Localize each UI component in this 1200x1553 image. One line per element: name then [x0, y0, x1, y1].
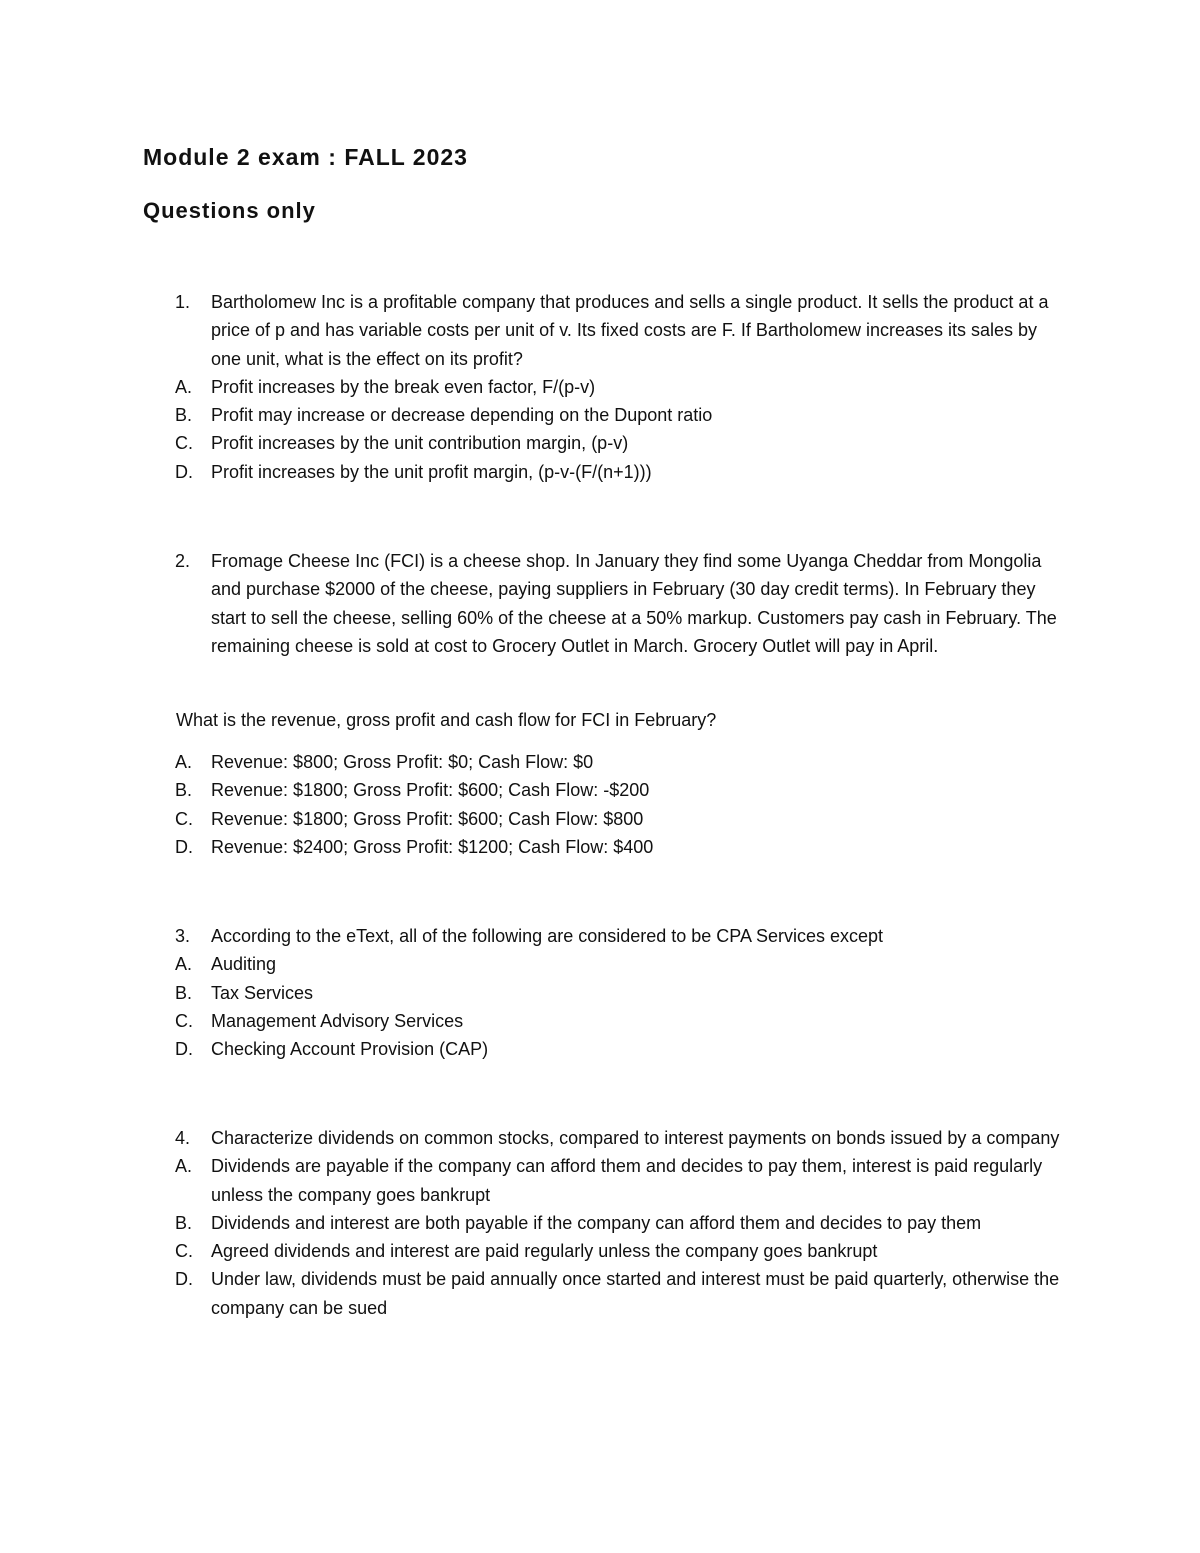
- question-number: 1.: [175, 292, 191, 312]
- option-letter: C.: [175, 1010, 193, 1031]
- answer-option: [143, 979, 1063, 1007]
- question-text: Bartholomew Inc is a profitable company that produces and sells a single product. It sells the product at a price of p and has variable costs per unit of v. Its fixed costs are F. If Bartholomew increases its sales by one unit, what is the effect on its profit?: [211, 292, 1049, 369]
- question-text: According to the eText, all of the following are considered to be CPA Services except: [211, 926, 884, 946]
- answer-option: [143, 429, 1063, 457]
- option-letter: D.: [175, 836, 193, 857]
- answer-option: [143, 458, 1063, 486]
- option-letter: A.: [175, 376, 193, 397]
- question-2-options: [143, 748, 1063, 861]
- option-text: Profit increases by the unit profit margin, (p-v-(F/(n+1))): [211, 461, 652, 482]
- answer-option: [143, 1152, 1063, 1209]
- option-text: Dividends are payable if the company can afford them and decides to pay them, interest is paid regularly unless the company goes bankrupt: [211, 1156, 1043, 1205]
- question-text: Characterize dividends on common stocks, compared to interest payments on bonds issued by a company: [211, 1128, 1060, 1148]
- answer-option: [143, 1265, 1063, 1322]
- option-text: Tax Services: [211, 982, 314, 1003]
- question-4: [143, 1124, 1063, 1322]
- question-stem: [143, 547, 1063, 660]
- answer-option: [143, 950, 1063, 978]
- question-1: [143, 288, 1063, 486]
- question-stem: [143, 288, 1063, 373]
- question-text: Fromage Cheese Inc (FCI) is a cheese shop. In January they find some Uyanga Cheddar from Mongolia and purchase $2000 of the cheese, paying suppliers in February (30 day credit terms). In February they start to sell the cheese, selling 60% of the cheese at a 50% markup. Customers pay cash in February. The remaining cheese is sold at cost to Grocery Outlet in March. Grocery Outlet will pay in April.: [211, 551, 1057, 656]
- option-text: Auditing: [211, 954, 277, 975]
- question-number: 3.: [175, 926, 191, 946]
- question-number: 2.: [175, 551, 191, 571]
- option-letter: D.: [175, 461, 193, 482]
- question-stem: [143, 922, 1063, 950]
- answer-option: [143, 776, 1063, 804]
- answer-option: [143, 1209, 1063, 1237]
- option-letter: B.: [175, 1212, 193, 1233]
- answer-option: [143, 1035, 1063, 1063]
- answer-option: [143, 833, 1063, 861]
- page-subtitle: Questions only: [143, 198, 316, 223]
- option-letter: D.: [175, 1039, 193, 1060]
- answer-option: [143, 1007, 1063, 1035]
- option-text: Management Advisory Services: [211, 1010, 464, 1031]
- option-text: Profit may increase or decrease depending on the Dupont ratio: [211, 405, 713, 426]
- option-text: Revenue: $800; Gross Profit: $0; Cash Flow: $0: [211, 752, 594, 772]
- option-letter: B.: [175, 982, 193, 1003]
- option-text: Profit increases by the unit contribution margin, (p-v): [211, 433, 629, 454]
- option-letter: C.: [175, 433, 193, 454]
- option-text: Revenue: $1800; Gross Profit: $600; Cash Flow: $800: [211, 808, 644, 829]
- option-letter: A.: [175, 954, 193, 975]
- question-prompt: What is the revenue, gross profit and cash flow for FCI in February?: [176, 710, 717, 730]
- answer-option: [143, 805, 1063, 833]
- page-title: Module 2 exam : FALL 2023: [143, 144, 468, 170]
- question-stem: [143, 1124, 1063, 1152]
- question-number: 4.: [175, 1128, 191, 1148]
- answer-option: [143, 401, 1063, 429]
- answer-option: [143, 1237, 1063, 1265]
- option-letter: C.: [175, 1241, 193, 1262]
- option-text: Dividends and interest are both payable if the company can afford them and decides to pay them: [211, 1212, 982, 1233]
- answer-option: [143, 748, 1063, 776]
- option-letter: C.: [175, 808, 193, 829]
- option-letter: A.: [175, 1156, 193, 1177]
- answer-option: [143, 373, 1063, 401]
- option-letter: B.: [175, 780, 193, 801]
- question-3: [143, 922, 1063, 1063]
- question-2: [143, 547, 1063, 660]
- option-text: Under law, dividends must be paid annually once started and interest must be paid quarterly, otherwise the company can be sued: [211, 1269, 1060, 1318]
- option-text: Profit increases by the break even factor, F/(p-v): [211, 376, 596, 397]
- option-letter: A.: [175, 752, 193, 772]
- option-text: Revenue: $2400; Gross Profit: $1200; Cash Flow: $400: [211, 836, 654, 857]
- option-letter: D.: [175, 1269, 193, 1290]
- option-text: Checking Account Provision (CAP): [211, 1039, 489, 1060]
- option-letter: B.: [175, 405, 193, 426]
- option-text: Agreed dividends and interest are paid regularly unless the company goes bankrupt: [211, 1241, 878, 1262]
- option-text: Revenue: $1800; Gross Profit: $600; Cash Flow: -$200: [211, 780, 650, 801]
